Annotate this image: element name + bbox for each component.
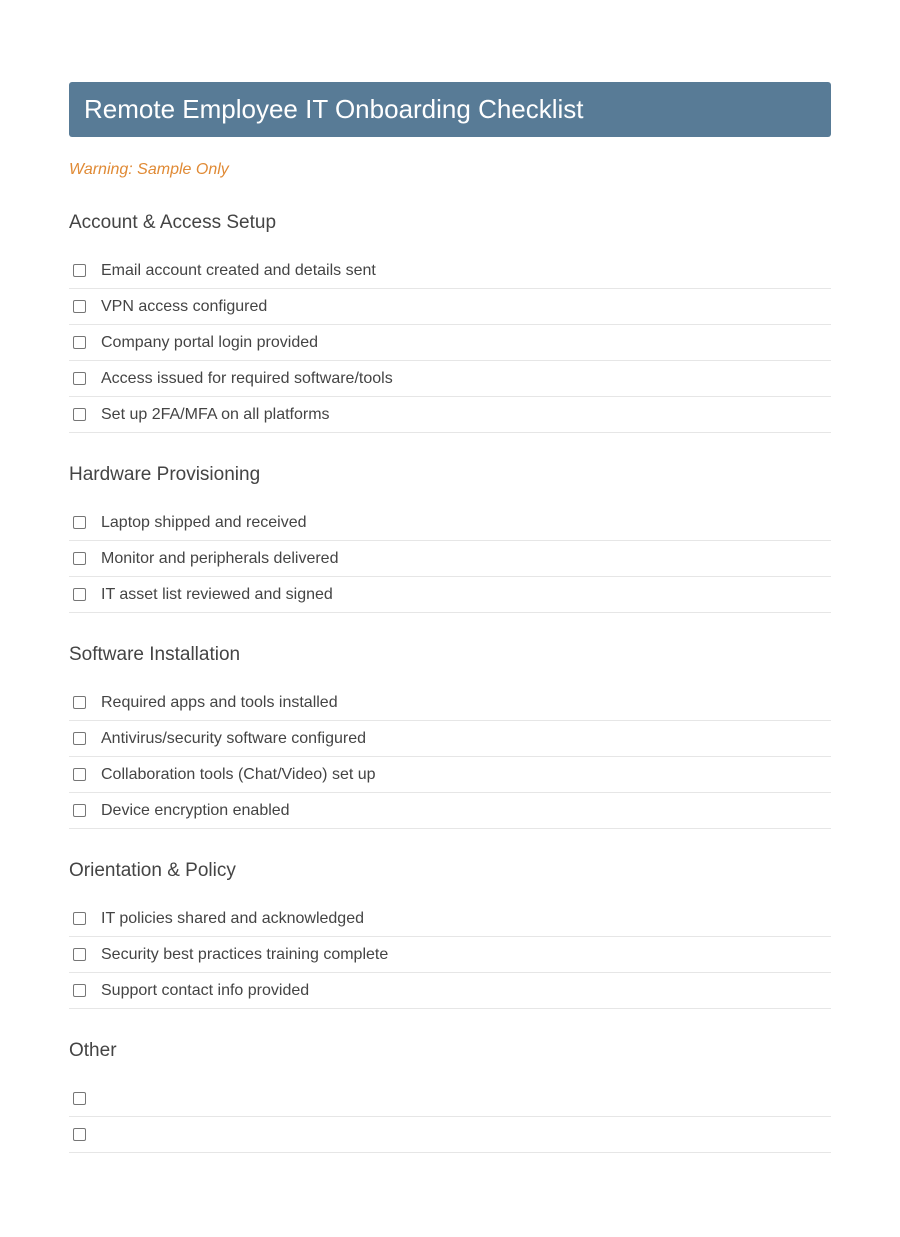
section-heading: Other: [69, 1040, 117, 1061]
checklist-item-label: Antivirus/security software configured: [101, 729, 366, 747]
checklist-item[interactable]: [69, 793, 831, 829]
section-heading: Software Installation: [69, 644, 241, 665]
checkbox[interactable]: [73, 804, 86, 817]
checklist-item[interactable]: [69, 901, 831, 937]
checklist-item[interactable]: [69, 361, 831, 397]
checklist-page: [69, 82, 831, 1153]
checklist-item-label: IT policies shared and acknowledged: [101, 909, 364, 927]
checkbox[interactable]: [73, 372, 86, 385]
checkbox[interactable]: [73, 912, 86, 925]
checklist-item-label: Device encryption enabled: [101, 801, 290, 819]
checklist: [69, 901, 831, 1009]
checklist: [69, 685, 831, 829]
checkbox[interactable]: [73, 948, 86, 961]
checklist-item-label: Laptop shipped and received: [101, 513, 307, 531]
checklist-item[interactable]: [69, 937, 831, 973]
checklist-item-label: Email account created and details sent: [101, 261, 376, 279]
checklist-item-label: Support contact info provided: [101, 981, 310, 999]
checklist-item[interactable]: [69, 721, 831, 757]
checkbox[interactable]: [73, 408, 86, 421]
section-heading: Hardware Provisioning: [69, 464, 261, 485]
checkbox[interactable]: [73, 768, 86, 781]
checklist-section: [69, 211, 831, 433]
checklist-item[interactable]: [69, 253, 831, 289]
checkbox[interactable]: [73, 300, 86, 313]
checklist-item-label: Collaboration tools (Chat/Video) set up: [101, 765, 376, 783]
checklist-item-label: Company portal login provided: [101, 333, 319, 351]
checklist-section: [69, 463, 831, 613]
checklist-item-label: Monitor and peripherals delivered: [101, 549, 339, 567]
checkbox[interactable]: [73, 984, 86, 997]
checklist: [69, 505, 831, 613]
checklist-section: [69, 643, 831, 829]
checkbox[interactable]: [73, 336, 86, 349]
checkbox[interactable]: [73, 588, 86, 601]
checklist: [69, 1081, 831, 1153]
checklist-section: [69, 859, 831, 1009]
checkbox[interactable]: [73, 264, 86, 277]
checklist-item[interactable]: [69, 325, 831, 361]
checklist-item[interactable]: [69, 541, 831, 577]
checklist-item[interactable]: [69, 685, 831, 721]
section-heading: Orientation & Policy: [69, 860, 236, 881]
checklist-item[interactable]: [69, 1081, 831, 1117]
checklist-item[interactable]: [69, 1117, 831, 1153]
checklist-item[interactable]: [69, 757, 831, 793]
checklist-item-label: Required apps and tools installed: [101, 693, 338, 711]
warning-note: Warning: Sample Only: [69, 161, 229, 178]
section-heading: Account & Access Setup: [69, 212, 277, 233]
checkbox[interactable]: [73, 732, 86, 745]
checklist-item[interactable]: [69, 973, 831, 1009]
page-title: Remote Employee IT Onboarding Checklist: [84, 94, 584, 124]
checkbox[interactable]: [73, 1128, 86, 1141]
checklist-item[interactable]: [69, 577, 831, 613]
checkbox[interactable]: [73, 1092, 86, 1105]
checklist: [69, 253, 831, 433]
checklist-item-label: VPN access configured: [101, 297, 268, 315]
checklist-item-label: Access issued for required software/tools: [101, 369, 393, 387]
checklist-item[interactable]: [69, 505, 831, 541]
checklist-item[interactable]: [69, 289, 831, 325]
sections-container: [69, 211, 831, 1153]
checklist-item-label: Set up 2FA/MFA on all platforms: [101, 405, 330, 423]
checklist-item-label: Security best practices training complete: [101, 945, 389, 963]
checkbox[interactable]: [73, 696, 86, 709]
checkbox[interactable]: [73, 552, 86, 565]
title-banner: [69, 82, 831, 137]
checkbox[interactable]: [73, 516, 86, 529]
checklist-item[interactable]: [69, 397, 831, 433]
checklist-item-label: IT asset list reviewed and signed: [101, 585, 333, 603]
checklist-section: [69, 1039, 831, 1153]
